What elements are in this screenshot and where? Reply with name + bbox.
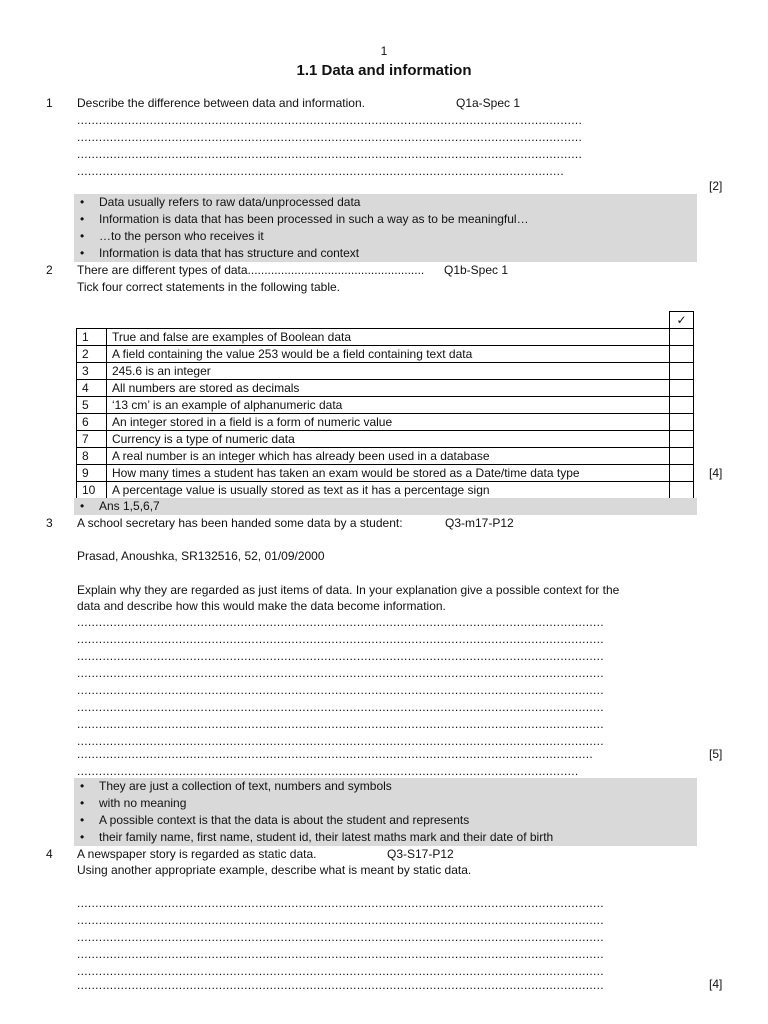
q1-answer-line-2[interactable]: ........................................................................................................................................... xyxy=(77,130,583,144)
table-row: 7 Currency is a type of numeric data xyxy=(77,431,694,448)
table-row: 10 A percentage value is usually stored as text as it has a percentage sign xyxy=(77,482,694,499)
q2-instruction: Tick four correct statements in the following table. xyxy=(77,280,341,294)
table-row: 1 True and false are examples of Boolean data xyxy=(77,329,694,346)
tick-box[interactable] xyxy=(670,363,694,380)
q4-ref: Q3-S17-P12 xyxy=(387,847,454,861)
q1-answer-line-3[interactable]: ........................................................................................................................................... xyxy=(77,147,583,161)
page-number: 1 xyxy=(380,44,388,58)
q1-answer-item: • Information is data that has been processed in such a way as to be meaningful… xyxy=(74,211,697,228)
tick-box[interactable] xyxy=(670,380,694,397)
q1-text: Describe the difference between data and information. xyxy=(77,96,365,110)
tick-box[interactable] xyxy=(670,465,694,482)
q1-answer-item: • …to the person who receives it xyxy=(74,228,697,245)
q3-answer-item: • A possible context is that the data is about the student and represents xyxy=(74,812,697,829)
q1-answer-item: • Data usually refers to raw data/unprocessed data xyxy=(74,194,697,211)
q3-answer-line-6[interactable]: ................................................................................................................................................. xyxy=(77,700,604,714)
q1-number: 1 xyxy=(46,96,53,110)
tick-box[interactable] xyxy=(670,431,694,448)
q4-number: 4 xyxy=(46,847,53,861)
q3-answer-line-1[interactable]: ................................................................................................................................................. xyxy=(77,615,604,629)
tick-box[interactable] xyxy=(670,397,694,414)
tick-box[interactable] xyxy=(670,482,694,499)
q4-text: A newspaper story is regarded as static data. xyxy=(77,847,317,861)
q2-answer-box xyxy=(74,498,697,515)
tick-box[interactable] xyxy=(670,346,694,363)
q2-ref: Q1b-Spec 1 xyxy=(444,263,509,277)
q1-answer-line-1[interactable]: ........................................................................................................................................... xyxy=(77,113,583,127)
q2-statements-table xyxy=(76,311,694,499)
q1-ref: Q1a-Spec 1 xyxy=(456,96,521,110)
q3-answer-item: • They are just a collection of text, numbers and symbols xyxy=(74,778,697,795)
q2-answer-item: • Ans 1,5,6,7 xyxy=(74,498,697,515)
table-row: 8 A real number is an integer which has already been used in a database xyxy=(77,448,694,465)
page-title: 1.1 Data and information xyxy=(296,62,472,79)
table-row: 2 A field containing the value 253 would be a field containing text data xyxy=(77,346,694,363)
q3-answer-box xyxy=(74,778,697,846)
q3-answer-item: • their family name, first name, student id, their latest maths mark and their date of birth xyxy=(74,829,697,846)
q3-ref: Q3-m17-P12 xyxy=(445,516,514,530)
q3-answer-line-9[interactable]: .............................................................................................................................................. xyxy=(77,747,594,761)
table-row: 5 ‘13 cm’ is an example of alphanumeric data xyxy=(77,397,694,414)
q3-answer-line-8[interactable]: ................................................................................................................................................. xyxy=(77,734,604,748)
q2-marks: [4] xyxy=(709,466,723,480)
q4-marks: [4] xyxy=(709,977,723,991)
q4-instruction: Using another appropriate example, describe what is meant by static data. xyxy=(77,863,472,877)
table-row: 6 An integer stored in a field is a form of numeric value xyxy=(77,414,694,431)
q2-text: There are different types of data..................................................... xyxy=(77,263,425,277)
q1-marks: [2] xyxy=(709,179,723,193)
q4-answer-line-6[interactable]: ................................................................................................................................................. xyxy=(77,978,604,992)
table-row: 3 245.6 is an integer xyxy=(77,363,694,380)
tick-box[interactable] xyxy=(670,329,694,346)
q3-answer-item: • with no meaning xyxy=(74,795,697,812)
q4-answer-line-4[interactable]: ................................................................................................................................................. xyxy=(77,947,604,961)
q1-answer-box xyxy=(74,194,697,262)
q3-answer-line-5[interactable]: ................................................................................................................................................. xyxy=(77,683,604,697)
q3-marks: [5] xyxy=(709,747,723,761)
q3-explain-1: Explain why they are regarded as just items of data. In your explanation give a possible context for the xyxy=(77,583,620,597)
q3-answer-line-2[interactable]: ................................................................................................................................................. xyxy=(77,632,604,646)
q1-answer-item: • Information is data that has structure and context xyxy=(74,245,697,262)
q4-answer-line-5[interactable]: ................................................................................................................................................. xyxy=(77,964,604,978)
q3-explain-2: data and describe how this would make the data become information. xyxy=(77,599,446,613)
q4-answer-line-2[interactable]: ................................................................................................................................................. xyxy=(77,913,604,927)
q3-data-line: Prasad, Anoushka, SR132516, 52, 01/09/2000 xyxy=(77,549,325,563)
q3-answer-line-3[interactable]: ................................................................................................................................................. xyxy=(77,649,604,663)
table-row: 4 All numbers are stored as decimals xyxy=(77,380,694,397)
q1-answer-line-4[interactable]: ...................................................................................................................................... xyxy=(77,164,564,178)
tick-box[interactable] xyxy=(670,448,694,465)
table-row: 9 How many times a student has taken an exam would be stored as a Date/time data type xyxy=(77,465,694,482)
q3-answer-line-7[interactable]: ................................................................................................................................................. xyxy=(77,717,604,731)
q3-answer-line-10[interactable]: .......................................................................................................................................... xyxy=(77,764,579,778)
tick-box[interactable] xyxy=(670,414,694,431)
q2-number: 2 xyxy=(46,263,53,277)
q4-answer-line-1[interactable]: ................................................................................................................................................. xyxy=(77,896,604,910)
q3-answer-line-4[interactable]: ................................................................................................................................................. xyxy=(77,666,604,680)
q4-answer-line-3[interactable]: ................................................................................................................................................. xyxy=(77,930,604,944)
tick-header: ✓ xyxy=(670,312,694,329)
q3-number: 3 xyxy=(46,516,53,530)
q3-text: A school secretary has been handed some data by a student: xyxy=(77,516,403,530)
